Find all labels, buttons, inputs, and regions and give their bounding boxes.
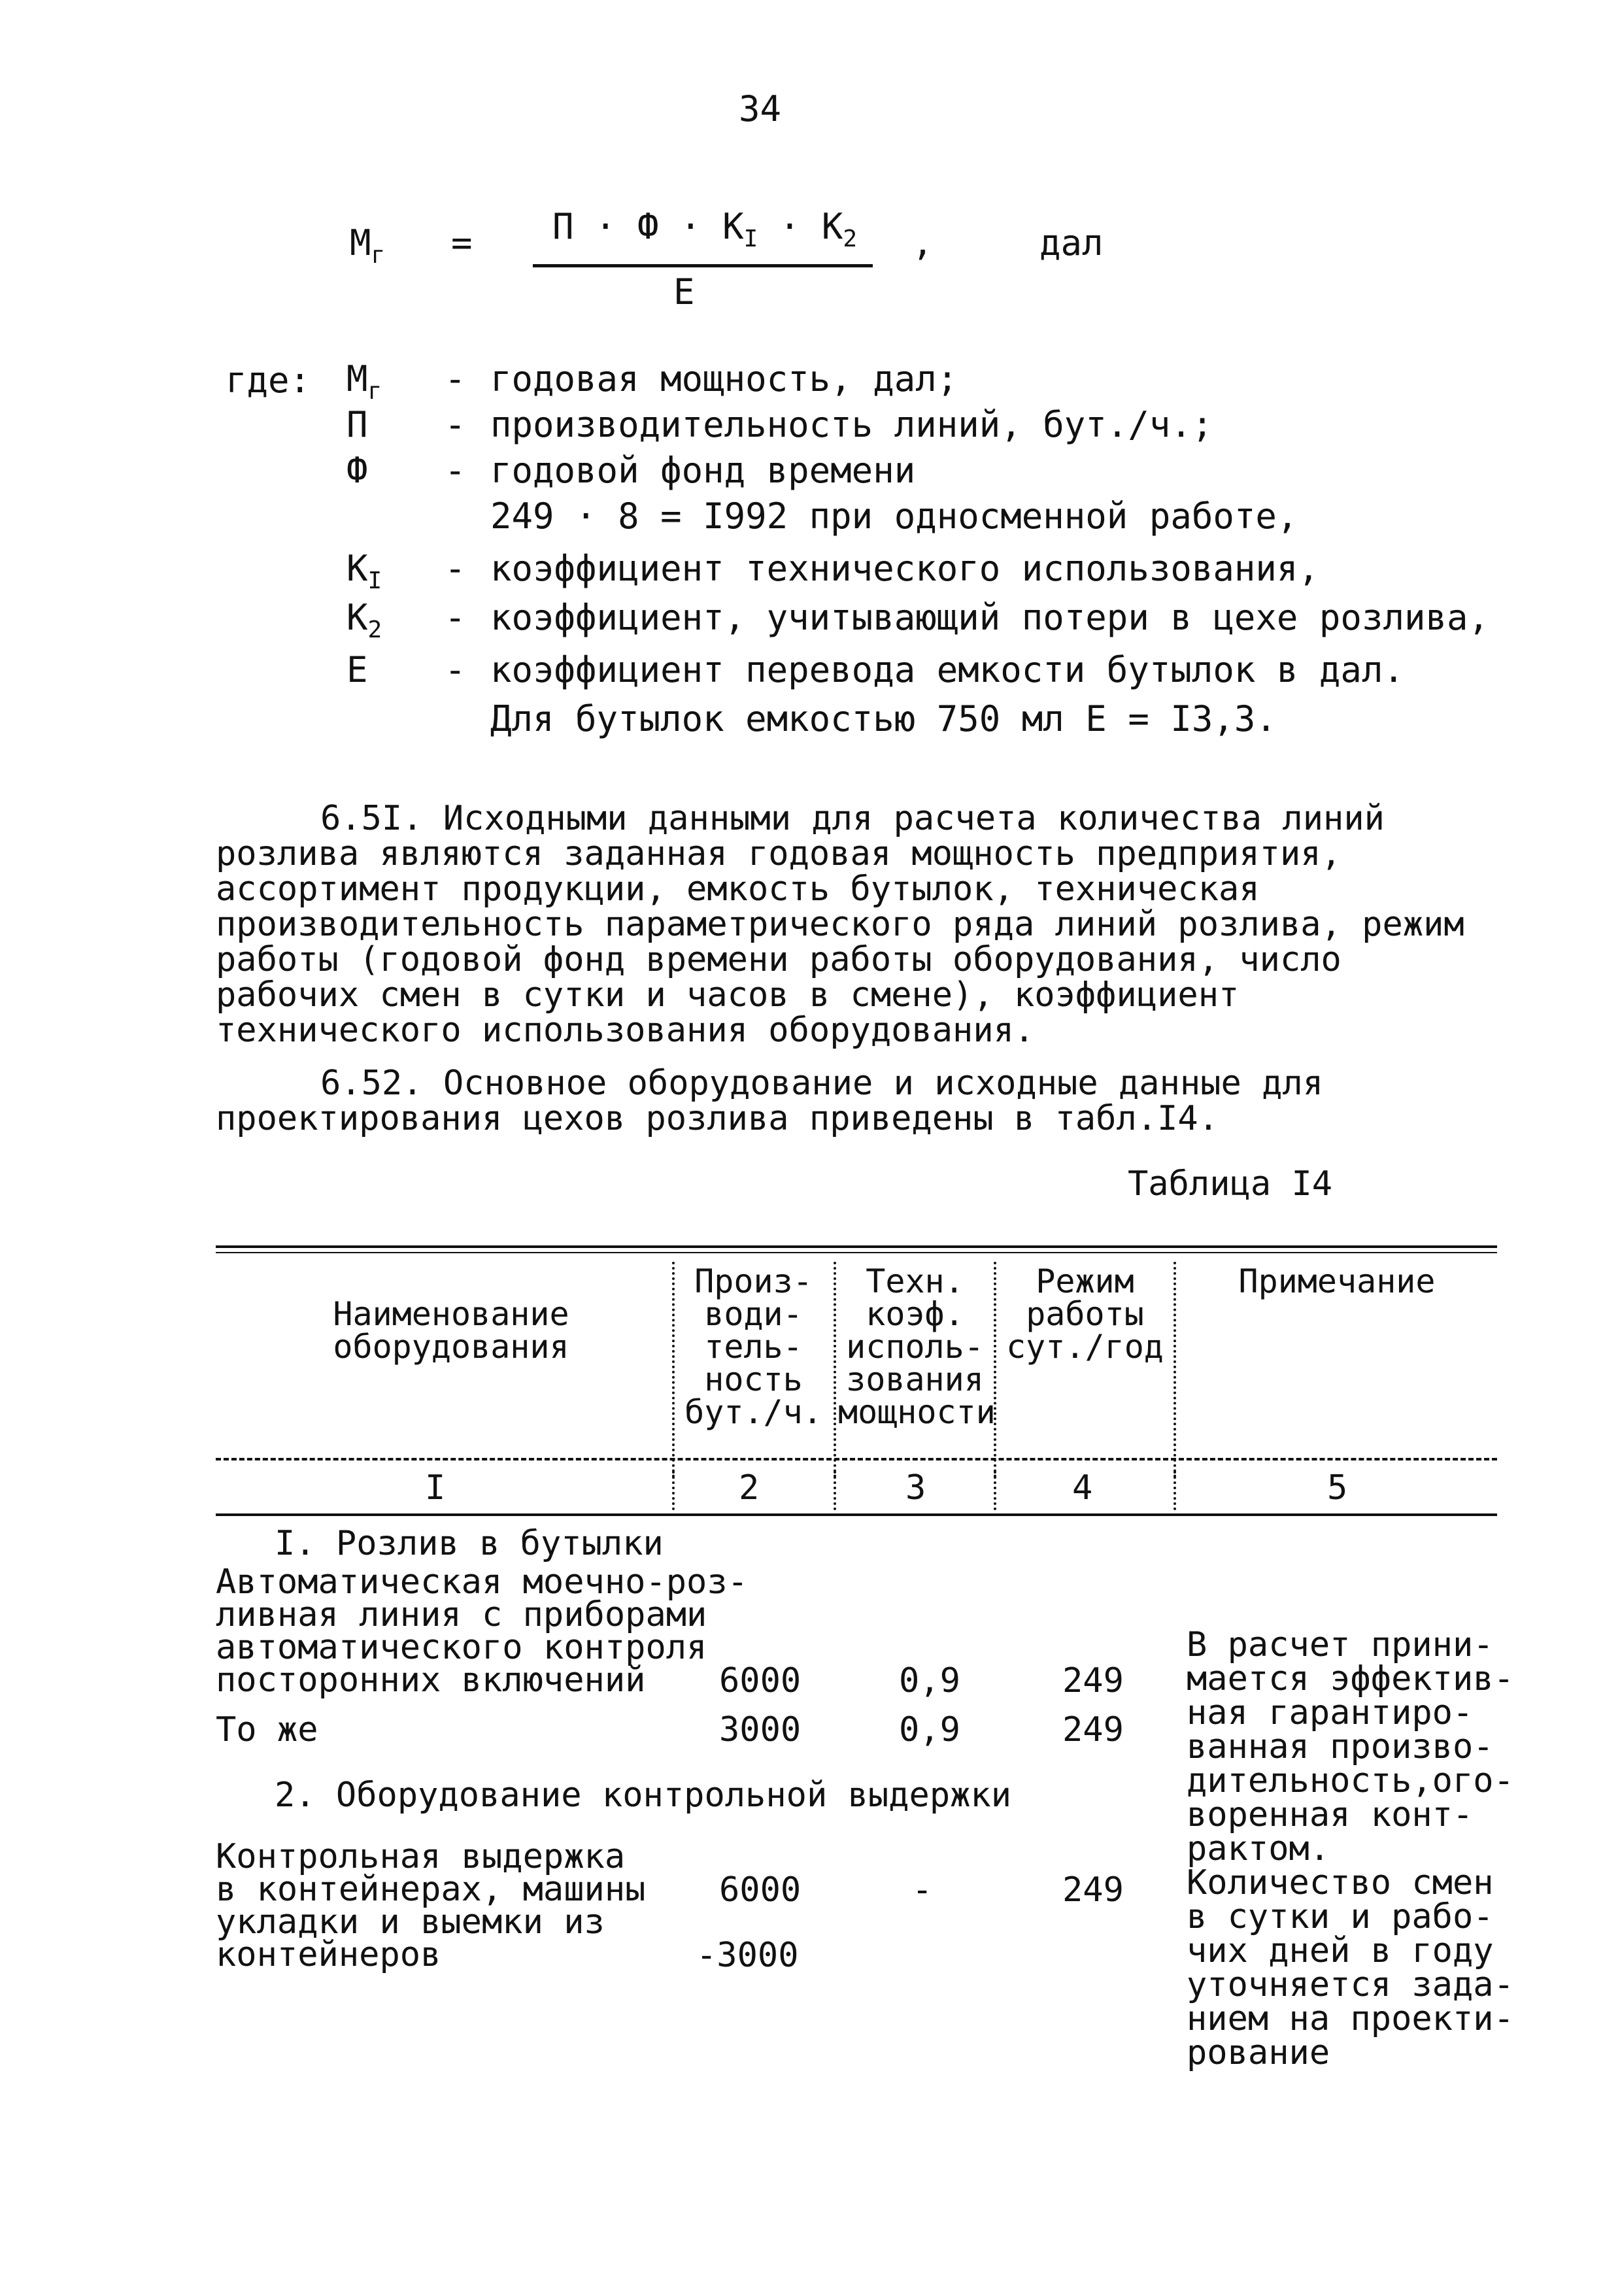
column-number: I — [425, 1468, 446, 1508]
formula-comma: , — [912, 222, 934, 263]
column-number: 4 — [1072, 1468, 1093, 1508]
legend-item: $К_I$ - коэффициент технического использования, — [346, 548, 1319, 594]
legend-where: где: — [226, 360, 311, 401]
cell-productivity: 6000 — [719, 1870, 802, 1910]
header-separator — [994, 1262, 996, 1477]
header-separator — [834, 1262, 836, 1477]
column-number: 5 — [1327, 1468, 1348, 1508]
number-separator — [994, 1471, 996, 1510]
legend-fund-line: 249 · 8 = I992 при односменной работе, — [490, 496, 1298, 537]
number-separator — [834, 1471, 836, 1510]
header-dashed-rule — [216, 1458, 1497, 1460]
header-productivity: Произ- води- тель- ность бут./ч. — [684, 1262, 822, 1431]
legend-item: $М_г$ - годовая мощность, дал; — [346, 358, 958, 405]
number-separator — [1173, 1471, 1176, 1510]
section-heading: 2. Оборудование контрольной выдержки — [275, 1776, 1012, 1815]
note-text: В расчет прини- мается эффектив- ная гарантиро- ванная произво- дительность,ого- воренная конт- рактом. Количество смен в сутки и рабо- чих дней в году уточняется зада- нием на проекти- рование — [1187, 1625, 1514, 2072]
cell-coefficient: 0,9 — [899, 1661, 960, 1700]
column-number: 2 — [739, 1468, 760, 1508]
formula-lhs: $М_г$ — [350, 222, 386, 269]
legend-item: П - производительность линий, бут./ч.; — [346, 404, 1213, 445]
table-top-rule-2 — [216, 1252, 1497, 1253]
page-number: 34 — [739, 88, 782, 129]
cell-coefficient: 0,9 — [899, 1710, 960, 1749]
formula-equals: = — [451, 222, 473, 263]
cell-productivity: -3000 — [696, 1936, 799, 1975]
table-row-name: Контрольная выдержка в контейнерах, машины укладки и выемки из контейнеров — [216, 1837, 646, 1974]
column-number: 3 — [905, 1468, 926, 1508]
legend-item: Ф - годовой фонд времени — [346, 450, 916, 491]
cell-productivity: 6000 — [719, 1661, 802, 1700]
number-separator — [672, 1471, 675, 1510]
fraction-bar — [533, 264, 873, 267]
header-separator — [672, 1262, 675, 1477]
table-row-name: Автоматическая моечно-роз- ливная линия с приборами автоматического контроля посторонних включений — [216, 1562, 748, 1700]
table-caption: Таблица I4 — [1128, 1164, 1333, 1204]
header-note: Примечание — [1238, 1262, 1436, 1300]
header-equipment-name: Наименование оборудования — [333, 1295, 569, 1366]
legend-bottle-line: Для бутылок емкостью 750 мл Е = I3,3. — [490, 698, 1277, 739]
formula-denominator: Е — [673, 271, 695, 312]
cell-days: 249 — [1062, 1870, 1124, 1910]
cell-productivity: 3000 — [719, 1710, 802, 1749]
formula-unit: дал — [1039, 222, 1104, 263]
cell-coefficient: - — [912, 1870, 933, 1910]
formula-numerator: $П \cdot Ф \cdot К_I \cdot К_2$ — [552, 206, 858, 252]
cell-days: 249 — [1062, 1710, 1124, 1749]
cell-days: 249 — [1062, 1661, 1124, 1700]
header-separator — [1173, 1262, 1176, 1477]
header-work-mode: Режим работы сут./год — [1006, 1262, 1164, 1366]
numbers-bottom-rule — [216, 1513, 1497, 1516]
paragraph-6-51: 6.5I. Исходными данными для расчета количества линий розлива являются заданная годовая мощность предприятия, ассортимент продукции, емкость бутылок, техническая производительность параметрического ряда линий розлива, режим работы (годовой фонд времени работы оборудования, число рабочих смен в сутки и часов в смене), коэффициент технического использования оборудования. — [216, 799, 1464, 1050]
legend-item: $К_2$ - коэффициент, учитывающий потери в цехе розлива, — [346, 597, 1490, 643]
table-row-name: То же — [216, 1710, 318, 1749]
legend-item: Е - коэффициент перевода емкости бутылок в дал. — [346, 649, 1404, 690]
header-usage-coefficient: Техн. коэф. исполь- зования мощности — [838, 1262, 996, 1431]
section-heading: I. Розлив в бутылки — [275, 1524, 664, 1563]
paragraph-6-52: 6.52. Основное оборудование и исходные данные для проектирования цехов розлива приведены в табл.I4. — [216, 1064, 1324, 1138]
table-top-rule — [216, 1245, 1497, 1248]
